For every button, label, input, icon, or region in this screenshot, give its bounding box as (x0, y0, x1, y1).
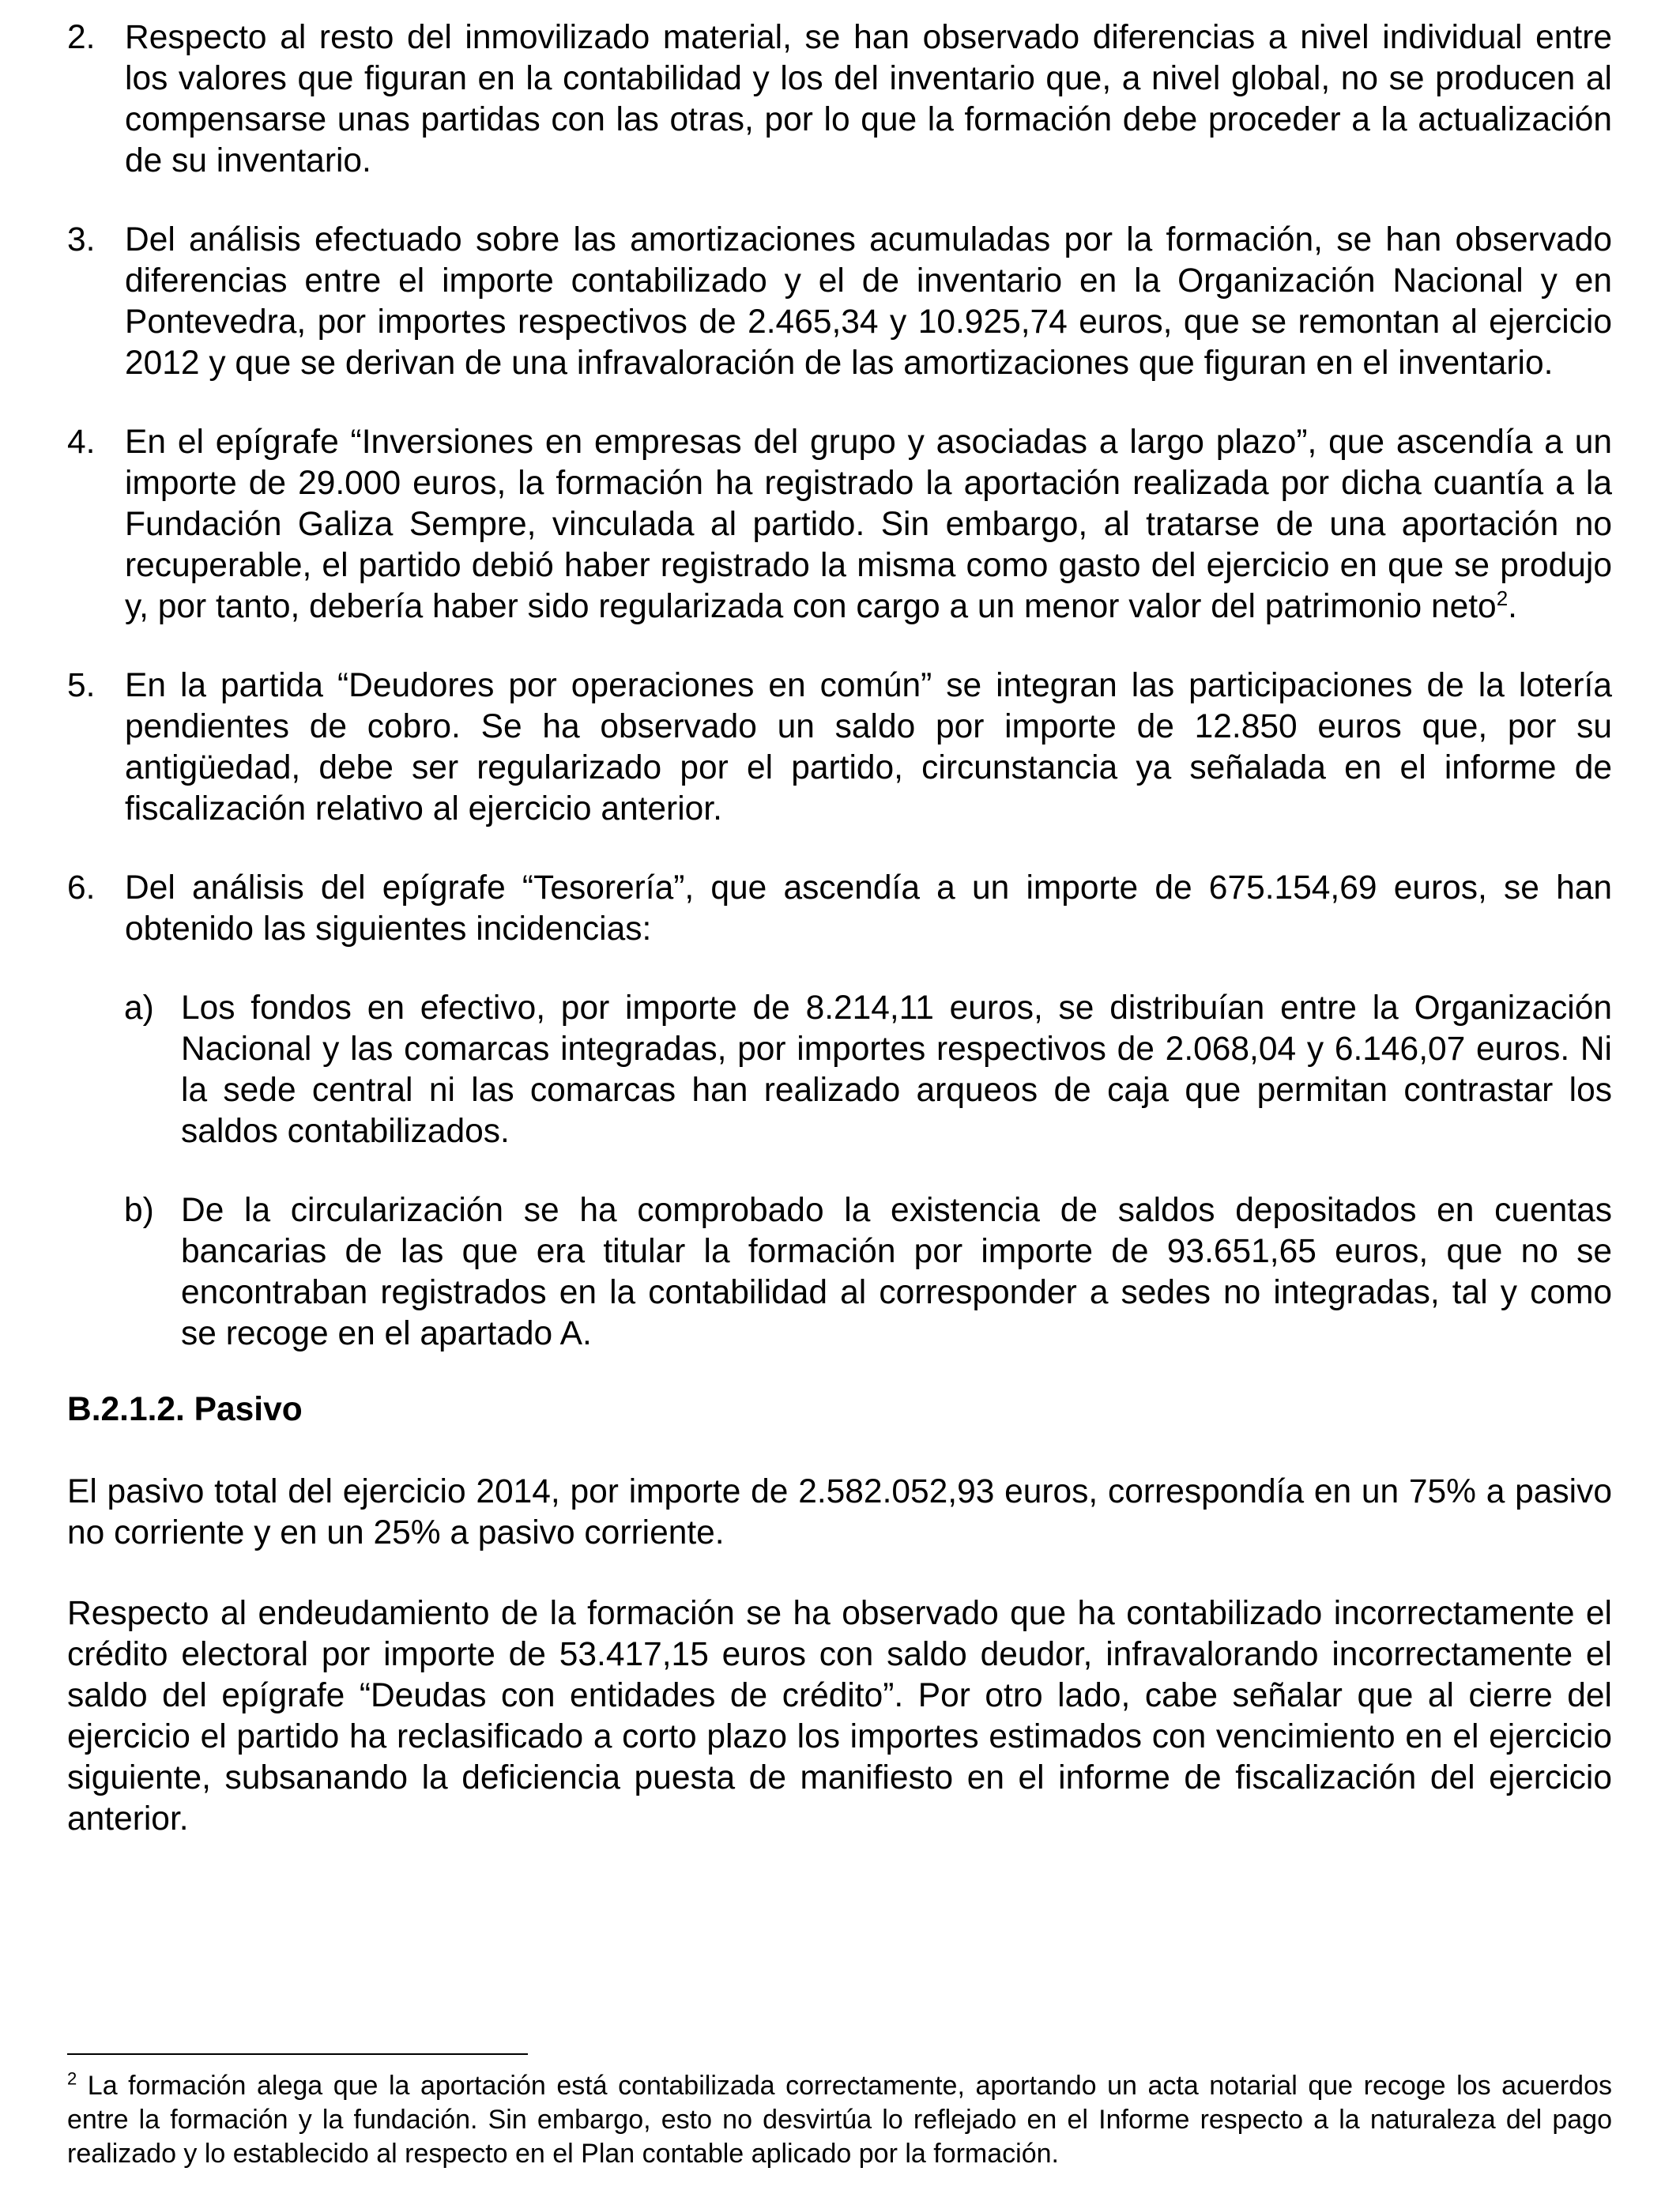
list-item-6 (67, 868, 1612, 950)
list-number: 5. (67, 667, 96, 704)
list-item-text: Del análisis efectuado sobre las amortizaciones acumuladas por la formación, se han observado diferencias entre el importe contabilizado y el de inventario en la Organización Nacional y en Pontevedra, por importes respectivos de 2.465,34 y 10.925,74 euros, que se remontan al ejercicio 2012 y que se derivan de una infravaloración de las amortizaciones que figuran en el inventario. (125, 221, 1612, 382)
footnote-divider (67, 2053, 528, 2055)
list-item-5 (67, 665, 1612, 830)
list-item-2 (67, 17, 1612, 182)
list-item-text: Del análisis del epígrafe “Tesorería”, que ascendía a un importe de 675.154,69 euros, se han obtenido las siguientes incidencias: (125, 869, 1612, 948)
section-heading: B.2.1.2. Pasivo (67, 1391, 303, 1428)
sub-item-text: De la circularización se ha comprobado la existencia de saldos depositados en cuentas bancarias de las que era titular la formación por importe de 93.651,65 euros, que no se encontraban registrados en la contabilidad al corresponder a sedes no integradas, tal y como se recoge en el apartado A. (181, 1192, 1612, 1352)
sub-item-a (67, 988, 1612, 1152)
sentence-end: . (1508, 588, 1517, 625)
sub-item-letter: a) (124, 990, 154, 1027)
list-number: 6. (67, 869, 96, 907)
footnote-reference[interactable]: 2 (1496, 586, 1509, 610)
list-number: 4. (67, 424, 96, 461)
footnote-text: La formación alega que la aportación está contabilizada correctamente, aportando un acta notarial que recoge los acuerdos entre la formación y la fundación. Sin embargo, esto no desvirtúa lo reflejado en el Informe respecto a la naturaleza del pago realizado y lo establecido al respecto en el Plan contable aplicado por la formación. (67, 2071, 1612, 2169)
sub-item-b (67, 1190, 1612, 1355)
list-number: 2. (67, 19, 96, 56)
list-item-4 (67, 422, 1612, 628)
paragraph-endeudamiento: Respecto al endeudamiento de la formación se ha observado que ha contabilizado incorrectamente el crédito electoral por importe de 53.417,15 euros con saldo deudor, infravalorando incorrectamente el saldo del epígrafe “Deudas con entidades de crédito”. Por otro lado, cabe señalar que al cierre del ejercicio el partido ha reclasificado a corto plazo los importes estimados con vencimiento en el ejercicio siguiente, subsanando la deficiencia puesta de manifiesto en el informe de fiscalización del ejercicio anterior. (67, 1595, 1612, 1838)
list-number: 3. (67, 221, 96, 258)
list-item-text: En la partida “Deudores por operaciones en común” se integran las participaciones de la lotería pendientes de cobro. Se ha observado un saldo por importe de 12.850 euros que, por su antigüedad, debe ser regularizado por el partido, circunstancia ya señalada en el informe de fiscalización relativo al ejercicio anterior. (125, 667, 1612, 827)
list-item-text: Respecto al resto del inmovilizado material, se han observado diferencias a nivel individual entre los valores que figuran en la contabilidad y los del inventario que, a nivel global, no se producen al compensarse unas partidas con las otras, por lo que la formación debe proceder a la actualización de su inventario. (125, 19, 1612, 179)
list-item-text: En el epígrafe “Inversiones en empresas del grupo y asociadas a largo plazo”, que ascendía a un importe de 29.000 euros, la formación ha registrado la aportación realizada por dicha cuantía a la Fundación Galiza Sempre, vinculada al partido. Sin embargo, al tratarse de una aportación no recuperable, el partido debió haber registrado la misma como gasto del ejercicio en que se produjo y, por tanto, debería haber sido regularizada con cargo a un menor valor del patrimonio neto (125, 424, 1612, 625)
footnote-mark: 2 (67, 2068, 77, 2089)
sub-item-letter: b) (124, 1192, 154, 1229)
list-item-3 (67, 220, 1612, 384)
footnote (67, 2069, 1612, 2171)
sub-item-text: Los fondos en efectivo, por importe de 8.214,11 euros, se distribuían entre la Organización Nacional y las comarcas integradas, por importes respectivos de 2.068,04 y 6.146,07 euros. Ni la sede central ni las comarcas han realizado arqueos de caja que permitan contrastar los saldos contabilizados. (181, 990, 1612, 1150)
document-body (67, 17, 1612, 1840)
paragraph-pasivo-total: El pasivo total del ejercicio 2014, por importe de 2.582.052,93 euros, correspondía en un 75% a pasivo no corriente y en un 25% a pasivo corriente. (67, 1473, 1612, 1551)
